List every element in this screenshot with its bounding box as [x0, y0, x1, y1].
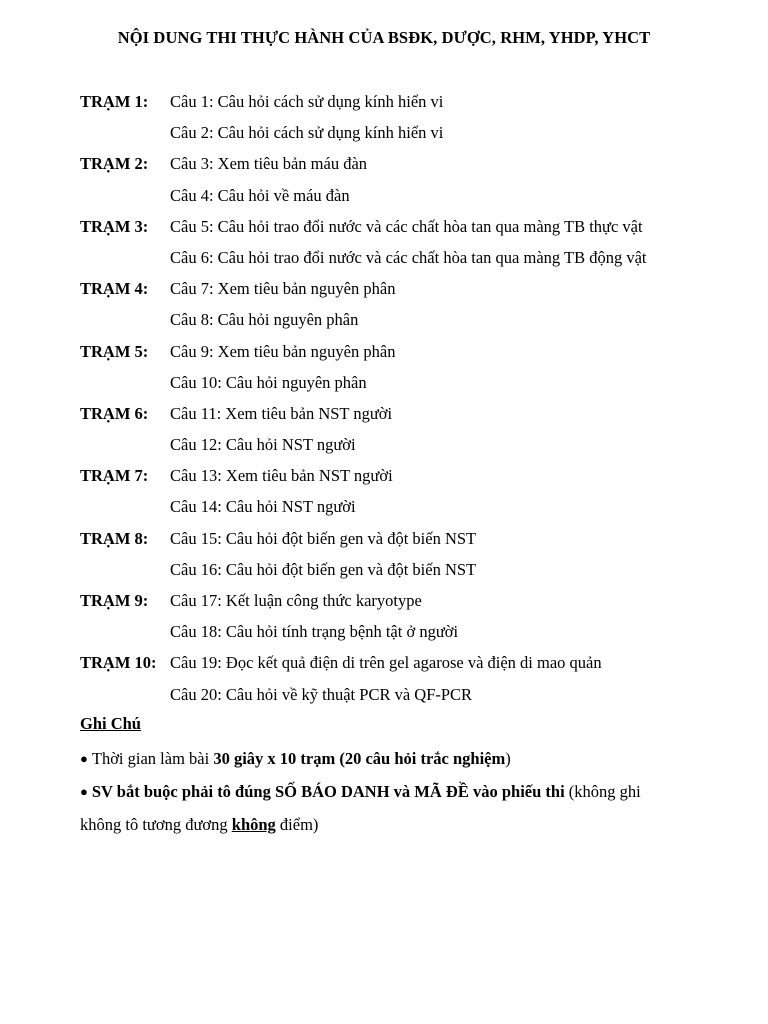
station-6-row-1: [80, 401, 760, 432]
station-9-row-1: [80, 588, 760, 619]
notes-title: Ghi Chú: [80, 714, 141, 733]
station-8-row-1: [80, 526, 760, 557]
question-text: Câu 3: Xem tiêu bản máu đàn: [170, 154, 368, 174]
question-text: Câu 5: Câu hỏi trao đổi nước và các chất hòa tan qua màng TB thực vật: [170, 216, 643, 236]
station-label: TRẠM 1:: [80, 92, 149, 111]
note-text: (không ghi: [564, 782, 641, 801]
note-text: điểm): [275, 815, 319, 834]
question-text: Câu 19: Đọc kết quả điện di trên gel agarose và điện di mao quản: [170, 653, 602, 673]
question-text: Câu 1: Câu hỏi cách sử dụng kính hiển vi: [170, 92, 444, 111]
note-emphasis: không: [231, 815, 276, 834]
note-registration-continued: [80, 808, 720, 841]
station-list: [80, 89, 760, 713]
station-label: TRẠM 9:: [80, 591, 149, 610]
question-text: Câu 14: Câu hỏi NST người: [170, 497, 356, 517]
question-text: Câu 12: Câu hỏi NST người: [170, 435, 356, 455]
station-4-row-1: [80, 276, 760, 307]
station-2-row-1: [80, 151, 760, 182]
bullet-icon: ●: [80, 784, 88, 799]
station-4-row-2: [80, 307, 760, 338]
station-5-row-1: [80, 339, 760, 370]
station-label: TRẠM 2:: [80, 154, 149, 174]
note-registration: [80, 775, 720, 808]
question-text: Câu 4: Câu hỏi về máu đàn: [170, 185, 350, 205]
question-text: Câu 17: Kết luận công thức karyotype: [170, 591, 422, 610]
station-2-row-2: [80, 183, 760, 214]
station-1-row-1: [80, 89, 760, 120]
station-label: TRẠM 4:: [80, 279, 149, 299]
station-label: TRẠM 6:: [80, 403, 149, 423]
station-6-row-2: [80, 432, 760, 463]
question-text: Câu 8: Câu hỏi nguyên phân: [170, 310, 359, 330]
station-label: TRẠM 5:: [80, 341, 149, 361]
question-text: Câu 15: Câu hỏi đột biến gen và đột biến NST: [170, 528, 477, 548]
question-text: Câu 13: Xem tiêu bản NST người: [170, 466, 393, 486]
station-7-row-2: [80, 494, 760, 525]
note-text: Thời gian làm bài: [91, 749, 214, 768]
station-label: TRẠM 8:: [80, 528, 149, 548]
station-8-row-2: [80, 557, 760, 588]
document-title: NỘI DUNG THI THỰC HÀNH CỦA BSĐK, DƯỢC, RHM, YHDP, YHCT: [117, 28, 651, 47]
question-text: Câu 2: Câu hỏi cách sử dụng kính hiển vi: [170, 123, 444, 143]
station-5-row-2: [80, 370, 760, 401]
station-9-row-2: [80, 619, 760, 650]
station-7-row-1: [80, 463, 760, 494]
question-text: Câu 18: Câu hỏi tính trạng bệnh tật ở người: [170, 622, 459, 642]
note-emphasis: SV bắt buộc phải tô đúng SỐ BÁO DANH và MÃ ĐỀ vào phiếu thi: [91, 782, 565, 801]
question-text: Câu 16: Câu hỏi đột biến gen và đột biến NST: [170, 559, 477, 579]
note-text: ): [505, 749, 511, 768]
station-10-row-2: [80, 682, 760, 713]
station-label: TRẠM 3:: [80, 216, 149, 236]
question-text: Câu 7: Xem tiêu bản nguyên phân: [170, 279, 396, 299]
station-label: TRẠM 10:: [80, 653, 157, 673]
note-emphasis: 30 giây x 10 trạm (20 câu hỏi trắc nghiệm: [213, 749, 506, 768]
question-text: Câu 10: Câu hỏi nguyên phân: [170, 372, 367, 392]
question-text: Câu 9: Xem tiêu bản nguyên phân: [170, 341, 396, 361]
station-1-row-2: [80, 120, 760, 151]
note-text: không tô tương đương: [80, 815, 232, 834]
question-text: Câu 11: Xem tiêu bản NST người: [170, 403, 393, 423]
station-3-row-2: [80, 245, 760, 276]
question-text: Câu 20: Câu hỏi về kỹ thuật PCR và QF-PCR: [170, 684, 473, 704]
station-10-row-1: [80, 650, 760, 681]
notes-section: [80, 711, 720, 841]
question-text: Câu 6: Câu hỏi trao đổi nước và các chất hòa tan qua màng TB động vật: [170, 247, 647, 267]
station-label: TRẠM 7:: [80, 466, 149, 486]
bullet-icon: ●: [80, 751, 88, 766]
note-time: [80, 742, 720, 775]
station-3-row-1: [80, 214, 760, 245]
